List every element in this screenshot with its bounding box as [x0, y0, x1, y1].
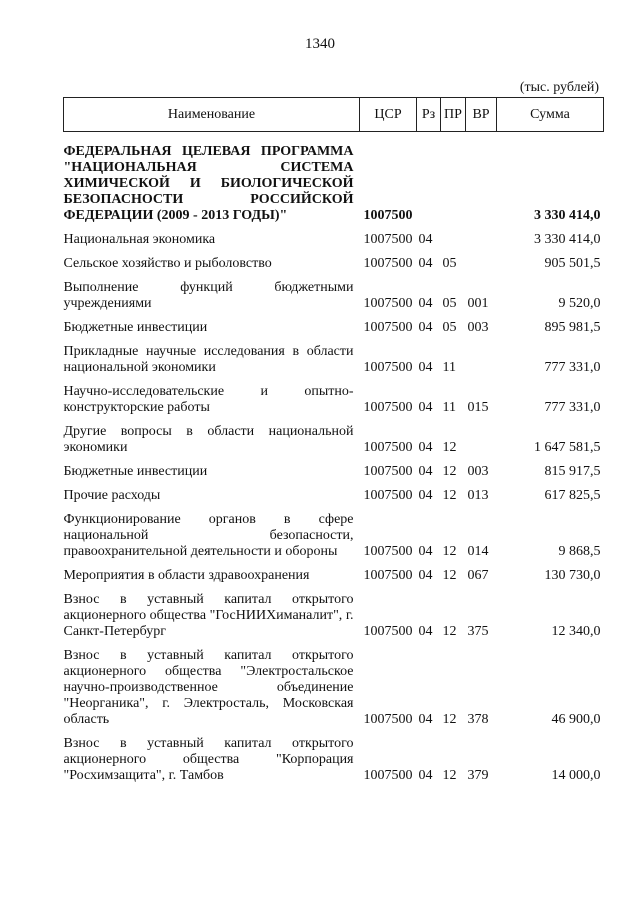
row-pr: 05	[442, 320, 457, 335]
table-row	[64, 562, 604, 586]
row-name: Сельское хозяйство и рыболовство	[63, 256, 272, 271]
row-csr: 1007500	[363, 440, 413, 455]
row-name: ФЕДЕРАЛЬНАЯ ЦЕЛЕВАЯ ПРОГРАММА "НАЦИОНАЛЬНАЯ СИСТЕМА ХИМИЧЕСКОЙ И БИОЛОГИЧЕСКОЙ БЕЗОПАСНОСТИ РОССИЙСКОЙ ФЕДЕРАЦИИ (2009 - 2013 ГОДЫ)"	[63, 144, 354, 223]
row-name: Бюджетные инвестиции	[63, 464, 208, 479]
row-sum: 130 730,0	[544, 568, 601, 583]
row-name: Национальная экономика	[63, 232, 216, 247]
row-vr	[466, 418, 497, 458]
row-sum: 905 501,5	[544, 256, 601, 271]
row-rz: 04	[418, 440, 433, 455]
table-row	[64, 250, 604, 274]
table-row	[64, 730, 604, 786]
row-csr: 1007500	[363, 320, 413, 335]
row-rz	[417, 132, 441, 227]
row-csr: 1007500	[363, 360, 413, 375]
row-sum: 3 330 414,0	[534, 232, 601, 247]
row-rz: 04	[418, 488, 433, 503]
header-vr: ВР	[466, 98, 497, 132]
row-rz: 04	[418, 544, 433, 559]
budget-table	[63, 97, 604, 786]
row-rz: 04	[418, 400, 433, 415]
row-csr: 1007500	[363, 544, 413, 559]
row-rz: 04	[418, 464, 433, 479]
row-rz: 04	[418, 232, 433, 247]
row-pr: 11	[442, 400, 456, 415]
header-name: Наименование	[64, 98, 360, 132]
table-row	[64, 482, 604, 506]
row-vr: 379	[467, 768, 489, 783]
row-sum: 895 981,5	[544, 320, 601, 335]
table-header-row	[64, 98, 604, 132]
table-row	[64, 586, 604, 642]
row-pr: 12	[442, 440, 457, 455]
table-row	[64, 642, 604, 730]
row-pr	[441, 132, 466, 227]
row-csr: 1007500	[363, 296, 413, 311]
row-pr: 12	[442, 544, 457, 559]
table-row	[64, 378, 604, 418]
row-vr: 378	[467, 712, 489, 727]
row-pr: 12	[442, 768, 457, 783]
row-csr: 1007500	[363, 256, 413, 271]
table-row	[64, 132, 604, 227]
table-row	[64, 338, 604, 378]
row-name: Взнос в уставный капитал открытого акционерного общества "Электростальское научно-производственное объединение "Неорганика", г. Электросталь, Московская область	[63, 648, 354, 727]
row-pr: 12	[442, 712, 457, 727]
row-name: Мероприятия в области здравоохранения	[63, 568, 310, 583]
row-vr	[466, 338, 497, 378]
row-sum: 3 330 414,0	[534, 208, 601, 223]
header-csr: ЦСР	[360, 98, 417, 132]
row-pr: 12	[442, 464, 457, 479]
row-name: Выполнение функций бюджетными учреждениями	[63, 280, 354, 311]
row-rz: 04	[418, 712, 433, 727]
row-csr: 1007500	[363, 232, 413, 247]
row-vr: 001	[467, 296, 489, 311]
row-rz: 04	[418, 256, 433, 271]
row-sum: 12 340,0	[551, 624, 601, 639]
row-csr: 1007500	[363, 488, 413, 503]
row-vr: 013	[467, 488, 489, 503]
row-pr: 12	[442, 624, 457, 639]
row-csr: 1007500	[363, 624, 413, 639]
table-row	[64, 506, 604, 562]
row-sum: 14 000,0	[551, 768, 601, 783]
row-name: Функционирование органов в сфере национальной безопасности, правоохранительной деятельности и обороны	[63, 512, 354, 559]
row-vr	[466, 226, 497, 250]
row-name: Бюджетные инвестиции	[63, 320, 208, 335]
units-label: (тыс. рублей)	[519, 80, 599, 95]
row-sum: 777 331,0	[544, 400, 601, 415]
row-vr: 003	[467, 320, 489, 335]
row-rz: 04	[418, 768, 433, 783]
row-sum: 9 520,0	[558, 296, 601, 311]
row-vr	[466, 250, 497, 274]
row-name: Прочие расходы	[63, 488, 161, 503]
row-sum: 777 331,0	[544, 360, 601, 375]
row-vr: 014	[467, 544, 489, 559]
row-name: Научно-исследовательские и опытно-конструкторские работы	[63, 384, 354, 415]
row-name: Взнос в уставный капитал открытого акционерного общества "ГосНИИХиманалит", г. Санкт-Петербург	[63, 592, 354, 639]
table-row	[64, 226, 604, 250]
row-rz: 04	[418, 360, 433, 375]
header-pr: ПР	[441, 98, 466, 132]
row-sum: 617 825,5	[544, 488, 601, 503]
row-pr: 05	[442, 256, 457, 271]
row-csr: 1007500	[363, 712, 413, 727]
page-number: 1340	[305, 36, 335, 52]
row-pr: 12	[442, 488, 457, 503]
row-pr: 12	[442, 568, 457, 583]
row-csr: 1007500	[363, 208, 413, 223]
row-csr: 1007500	[363, 568, 413, 583]
row-sum: 1 647 581,5	[534, 440, 601, 455]
row-rz: 04	[418, 296, 433, 311]
row-csr: 1007500	[363, 400, 413, 415]
row-sum: 9 868,5	[558, 544, 601, 559]
row-vr: 003	[467, 464, 489, 479]
row-name: Взнос в уставный капитал открытого акционерного общества "Корпорация "Росхимзащита", г. Тамбов	[63, 736, 354, 783]
row-rz: 04	[418, 320, 433, 335]
table-row	[64, 458, 604, 482]
table-row	[64, 314, 604, 338]
row-csr: 1007500	[363, 464, 413, 479]
header-sum: Сумма	[497, 98, 604, 132]
table-row	[64, 418, 604, 458]
row-sum: 46 900,0	[551, 712, 601, 727]
row-vr	[466, 132, 497, 227]
row-pr: 11	[442, 360, 456, 375]
row-name: Другие вопросы в области национальной экономики	[63, 424, 354, 455]
row-rz: 04	[418, 624, 433, 639]
row-vr: 375	[467, 624, 489, 639]
header-rz: Рз	[417, 98, 441, 132]
row-pr: 05	[442, 296, 457, 311]
row-rz: 04	[418, 568, 433, 583]
row-vr: 067	[467, 568, 489, 583]
table-row	[64, 274, 604, 314]
row-name: Прикладные научные исследования в области национальной экономики	[63, 344, 354, 375]
row-csr: 1007500	[363, 768, 413, 783]
row-pr	[441, 226, 466, 250]
row-sum: 815 917,5	[544, 464, 601, 479]
row-vr: 015	[467, 400, 489, 415]
